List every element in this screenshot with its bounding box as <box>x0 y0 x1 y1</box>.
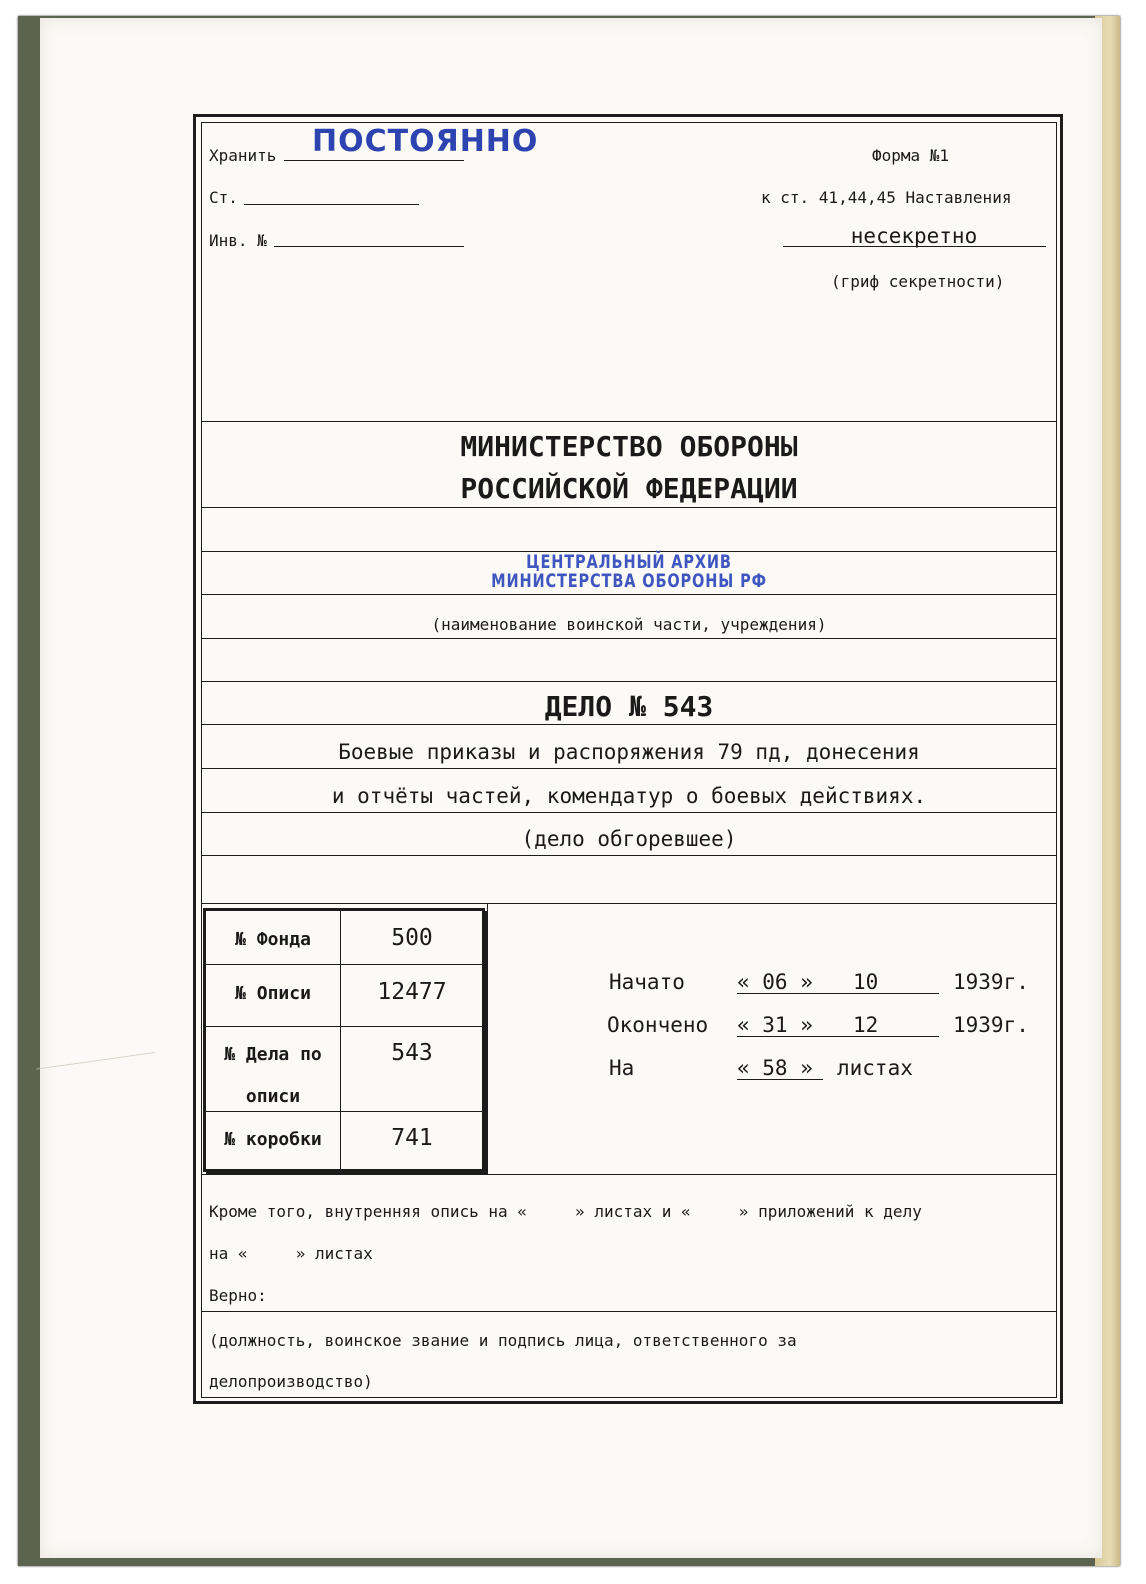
rule-5 <box>201 638 1057 639</box>
sheets-underline <box>737 1079 823 1080</box>
registry-row-divider-1 <box>206 964 482 965</box>
fund-value: 500 <box>391 925 433 951</box>
inv-underline <box>274 246 464 247</box>
st-label: Ст. <box>209 188 238 207</box>
inv-label: Инв. № <box>209 231 267 250</box>
keep-underline <box>284 160 464 161</box>
rule-6 <box>201 681 1057 682</box>
rule-4 <box>201 594 1057 595</box>
rule-7 <box>201 724 1057 725</box>
ended-day: « 31 » <box>737 1013 813 1037</box>
sheets-label: На <box>609 1056 635 1080</box>
correct-label: Верно: <box>209 1286 267 1305</box>
article-ref: к ст. 41,44,45 Наставления <box>761 188 1012 207</box>
ministry-line-1: МИНИСТЕРСТВО ОБОРОНЫ <box>460 430 798 463</box>
case-number-label-line-1: № Дела по <box>224 1044 322 1065</box>
ended-label: Окончено <box>607 1013 709 1037</box>
rule-10 <box>201 855 1057 856</box>
internal-inventory-text: Кроме того, внутренняя опись на « » листах и « » приложений к делу <box>209 1202 922 1221</box>
registry-column-divider <box>340 911 341 1169</box>
ended-month: 12 <box>853 1013 879 1037</box>
rule-8 <box>201 768 1057 769</box>
signature-caption-line-1: (должность, воинское звание и подпись лица, ответственного за <box>209 1331 797 1350</box>
started-month: 10 <box>853 970 879 994</box>
box-value: 741 <box>391 1125 433 1151</box>
registry-row-divider-3 <box>206 1111 482 1112</box>
registry-row-divider-2 <box>206 1026 482 1027</box>
box-label: № коробки <box>224 1129 322 1150</box>
case-number-label-line-2: описи <box>245 1086 301 1107</box>
secrecy-value: несекретно <box>850 224 978 248</box>
case-desc-line-1: Боевые приказы и распоряжения 79 пд, донесения <box>338 740 920 764</box>
case-desc-line-3: (дело обгоревшее) <box>521 827 737 851</box>
inventory-label: № Описи <box>235 983 311 1004</box>
started-label: Начато <box>609 970 685 994</box>
started-year: 1939г. <box>953 970 1029 994</box>
form-label: Форма №1 <box>872 146 950 165</box>
archive-stamp-line-1: ЦЕНТРАЛЬНЫЙ АРХИВ <box>526 551 732 573</box>
rule-12 <box>201 1174 1057 1175</box>
fund-label: № Фонда <box>235 929 311 950</box>
keep-label: Хранить <box>209 146 277 165</box>
footer-sheets-text: на « » листах <box>209 1244 373 1263</box>
case-title: ДЕЛО № 543 <box>544 690 714 723</box>
rule-9 <box>201 812 1057 813</box>
rule-11 <box>201 903 1057 904</box>
keep-stamp: ПОСТОЯННО <box>312 124 539 159</box>
archive-stamp-line-2: МИНИСТЕРСТВА ОБОРОНЫ РФ <box>491 570 767 592</box>
started-day: « 06 » <box>737 970 813 994</box>
started-underline <box>737 993 939 994</box>
registry-table <box>203 908 485 1172</box>
secrecy-caption: (гриф секретности) <box>831 272 1005 291</box>
ended-year: 1939г. <box>953 1013 1029 1037</box>
unit-caption: (наименование воинской части, учреждения) <box>431 615 827 634</box>
sheets-count: « 58 » <box>737 1056 813 1080</box>
inventory-value: 12477 <box>377 979 447 1005</box>
rule-2 <box>201 507 1057 508</box>
case-desc-line-2: и отчёты частей, комендатур о боевых действиях. <box>331 784 927 808</box>
ministry-line-2: РОССИЙСКОЙ ФЕДЕРАЦИИ <box>460 472 798 505</box>
case-number-value: 543 <box>391 1040 433 1066</box>
ended-underline <box>737 1036 939 1037</box>
sheets-word: листах <box>837 1056 913 1080</box>
st-underline <box>244 204 419 205</box>
secrecy-underline <box>783 246 1046 247</box>
rule-1 <box>201 421 1057 422</box>
dates-divider <box>487 903 488 1174</box>
signature-caption-line-2: делопроизводство) <box>209 1372 373 1391</box>
rule-13 <box>201 1311 1057 1312</box>
